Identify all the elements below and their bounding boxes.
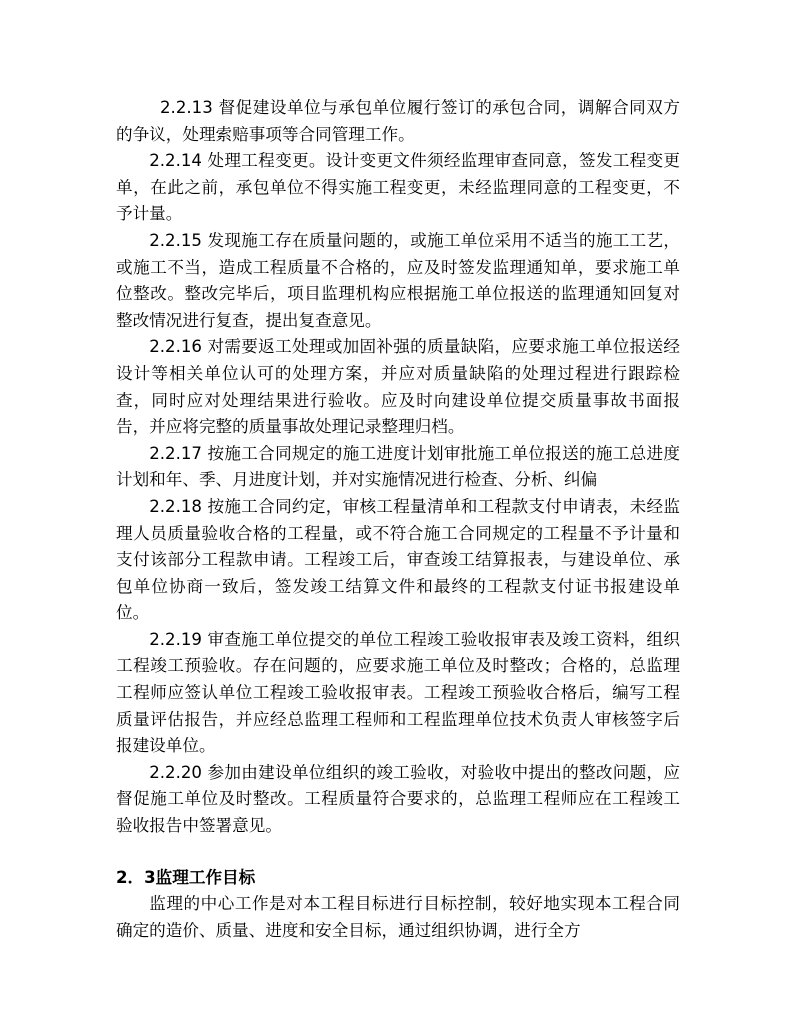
section-heading: 2．3监理工作目标 (116, 867, 256, 887)
paragraph-2-2-19: 2.2.19 审查施工单位提交的单位工程竣工验收报审表及竣工资料，组织工程竣工预验收。存在问题的，应要求施工单位及时整改；合格的，总监理工程师应签认单位工程竣工验收报审表。工程竣工预验收合格后，编写工程质量评估报告，并应经总监理工程师和工程监理单位技术负责人审核签字后报建设单位。 (116, 629, 680, 756)
paragraph-2-2-17: 2.2.17 按施工合同规定的施工进度计划审批施工单位报送的施工总进度计划和年、季、月进度计划，并对实施情况进行检查、分析、纠偏 (116, 443, 680, 490)
paragraph-2-2-14: 2.2.14 处理工程变更。设计变更文件须经监理审查同意，签发工程变更单，在此之前，承包单位不得实施工程变更，未经监理同意的工程变更，不予计量。 (116, 151, 680, 224)
document-body (116, 95, 680, 944)
paragraph-2-2-13: 2.2.13 督促建设单位与承包单位履行签订的承包合同，调解合同双方的争议，处理索赔事项等合同管理工作。 (116, 98, 680, 144)
paragraph-2-2-20: 2.2.20 参加由建设单位组织的竣工验收，对验收中提出的整改问题，应督促施工单位及时整改。工程质量符合要求的，总监理工程师应在工程竣工验收报告中签署意见。 (116, 762, 680, 836)
section-paragraph: 监理的中心工作是对本工程目标进行目标控制，较好地实现本工程合同确定的造价、质量、进度和安全目标，通过组织协调，进行全方 (116, 894, 680, 940)
paragraph-2-2-15: 2.2.15 发现施工存在质量问题的，或施工单位采用不适当的施工工艺，或施工不当，造成工程质量不合格的，应及时签发监理通知单，要求施工单位整改。整改完毕后，项目监理机构应根据施工单位报送的监理通知回复对整改情况进行复查，提出复查意见。 (116, 230, 680, 330)
paragraph-2-2-16: 2.2.16 对需要返工处理或加固补强的质量缺陷，应要求施工单位报送经设计等相关单位认可的处理方案，并应对质量缺陷的处理过程进行跟踪检查，同时应对处理结果进行验收。应及时向建设单位提交质量事故书面报告，并应将完整的质量事故处理记录整理归档。 (116, 337, 680, 437)
paragraph-2-2-18: 2.2.18 按施工合同约定，审核工程量清单和工程款支付申请表，未经监理人员质量验收合格的工程量，或不符合施工合同规定的工程量不予计量和支付该部分工程款申请。工程竣工后，审查竣工结算报表，与建设单位、承包单位协商一致后，签发竣工结算文件和最终的工程款支付证书报建设单位。 (116, 496, 680, 623)
